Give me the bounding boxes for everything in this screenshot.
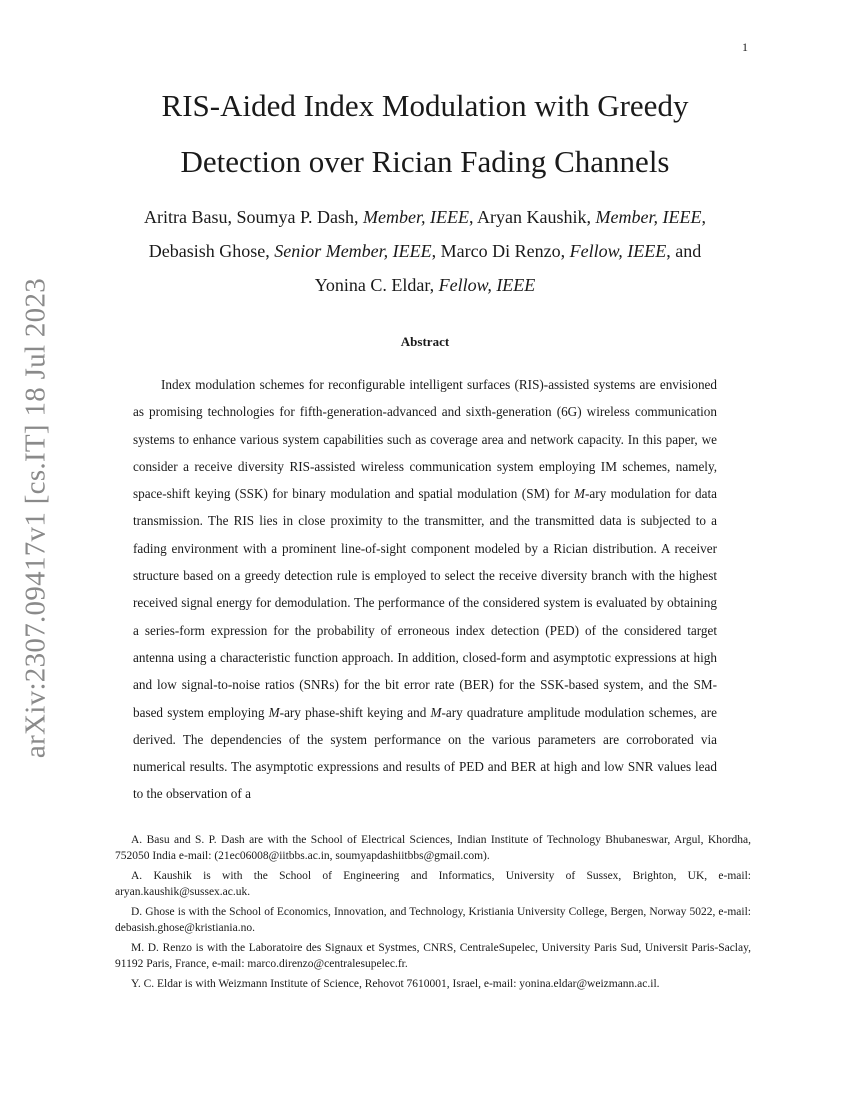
abstract-text-1: Index modulation schemes for reconfigurable intelligent surfaces (RIS)-assisted systems are envisioned as promising technologies for fifth-generation-advanced and sixth-generation (6G) wireless communication systems to enhance various system capabilities such as coverage area and network capacity. In this paper, we consider a receive diversity RIS-assisted wireless communication system employing IM schemes, namely, space-shift keying (SSK) for binary modulation and spatial modulation (SM) for: [133, 377, 717, 502]
arxiv-stamp-text: arXiv:2307.09417v1 [cs.IT] 18 Jul 2023: [19, 277, 52, 759]
footnote-affiliation-eldar: Y. C. Eldar is with Weizmann Institute of Science, Rehovot 7610001, Israel, e-mail: yonina.eldar@weizmann.ac.il.: [131, 978, 660, 990]
abstract-text-3: -ary phase-shift keying and: [279, 704, 431, 720]
author-line-2: [100, 234, 750, 268]
author-role-5: Fellow, IEEE: [438, 275, 536, 295]
author-role-2: Member, IEEE: [595, 207, 702, 227]
abstract-body: [133, 371, 717, 808]
abstract-text-4: -ary quadrature amplitude modulation schemes, are derived. The dependencies of the system performance on the various parameters are corroborated via numerical results. The asymptotic expressions and results of PED and BER at high and low SNR values lead to the observation of a: [133, 704, 717, 802]
author-sep-4: , and: [666, 241, 702, 261]
footnote-affiliation-basu-dash: A. Basu and S. P. Dash are with the School of Electrical Sciences, Indian Institute of Technology Bhubaneswar, Argul, Khordha, 752050 India e-mail: (21ec06008@iitbbs.ac.in, soumyapdashiitbbs@gmail.com).: [115, 834, 751, 862]
page-number: 1: [742, 40, 748, 54]
abstract-text-2: -ary modulation for data transmission. The RIS lies in close proximity to the transmitter, and the transmitted data is subjected to a fading environment with a prominent line-of-sight component modeled by a Rician distribution. A receiver structure based on a greedy detection rule is employed to select the receive diversity branch with the highest received signal energy for demodulation. The performance of the considered system is evaluated by obtaining a series-form expression for the probability of erroneous index detection (PED) of the considered target antenna using a characteristic function approach. In addition, closed-form and asymptotic expressions at high and low signal-to-noise ratios (SNRs) for the bit error rate (BER) for the SSK-based system, and the SM-based system employing: [133, 486, 717, 720]
author-names-3: Debasish Ghose,: [148, 241, 275, 261]
arxiv-stamp: [0, 0, 60, 1100]
footnote-affiliation-renzo: M. D. Renzo is with the Laboratoire des Signaux et Systmes, CNRS, CentraleSupelec, University Paris Sud, Universit Paris-Saclay, 91192 Paris, France, e-mail: marco.direnzo@centralesupelec.fr.: [115, 942, 751, 970]
author-role-1: Member, IEEE: [363, 207, 469, 227]
footnote-affiliation-kaushik: A. Kaushik is with the School of Engineering and Informatics, University of Sussex, Brighton, UK, e-mail: aryan.kaushik@sussex.ac.uk.: [115, 870, 751, 898]
footnote-affiliation-ghose: D. Ghose is with the School of Economics, Innovation, and Technology, Kristiania University College, Bergen, Norway 5022, e-mail: debasish.ghose@kristiania.no.: [115, 906, 751, 934]
math-m-3: M: [430, 704, 442, 720]
author-line-3: [100, 268, 750, 302]
author-sep-2: ,: [701, 207, 706, 227]
author-names-5: Yonina C. Eldar,: [314, 275, 439, 295]
math-m-1: M: [573, 486, 585, 502]
author-line-1: [100, 200, 750, 234]
abstract-heading: Abstract: [400, 334, 450, 349]
author-role-4: Fellow, IEEE: [569, 241, 667, 261]
title-line-1: RIS-Aided Index Modulation with Greedy: [161, 88, 689, 123]
title-line-2: Detection over Rician Fading Channels: [180, 144, 670, 179]
author-role-3: Senior Member, IEEE: [274, 241, 432, 261]
footnotes: [115, 833, 751, 998]
paper-title: [100, 78, 750, 190]
math-m-2: M: [268, 704, 280, 720]
author-names-1: Aritra Basu, Soumya P. Dash,: [144, 207, 364, 227]
author-names-4: , Marco Di Renzo,: [431, 241, 570, 261]
author-list: [100, 200, 750, 302]
author-names-2: , Aryan Kaushik,: [469, 207, 596, 227]
